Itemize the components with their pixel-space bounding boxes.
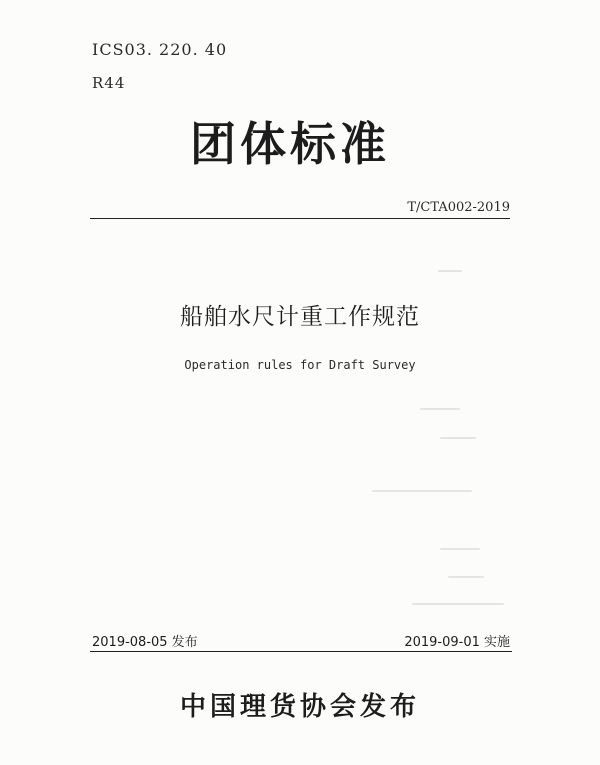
main-title: 团体标准 xyxy=(190,117,390,171)
scan-speck xyxy=(440,437,476,439)
scan-speck xyxy=(372,490,472,492)
scan-speck xyxy=(448,576,484,578)
standard-number: T/CTA002-2019 xyxy=(407,200,510,215)
publication-date: 2019-08-05 发布 xyxy=(92,635,198,650)
bottom-divider xyxy=(90,651,512,652)
document-title-english: Operation rules for Draft Survey xyxy=(184,358,416,372)
scan-speck xyxy=(440,548,480,550)
implementation-date: 2019-09-01 实施 xyxy=(404,635,510,650)
ccs-code: R44 xyxy=(92,74,126,92)
top-divider xyxy=(90,218,510,219)
ics-code: ICS03. 220. 40 xyxy=(92,40,228,59)
scan-speck xyxy=(420,408,460,410)
document-title-chinese: 船舶水尺计重工作规范 xyxy=(180,304,420,330)
scan-speck xyxy=(438,270,462,272)
scan-speck xyxy=(412,603,504,605)
publisher-name: 中国理货协会发布 xyxy=(179,692,420,722)
